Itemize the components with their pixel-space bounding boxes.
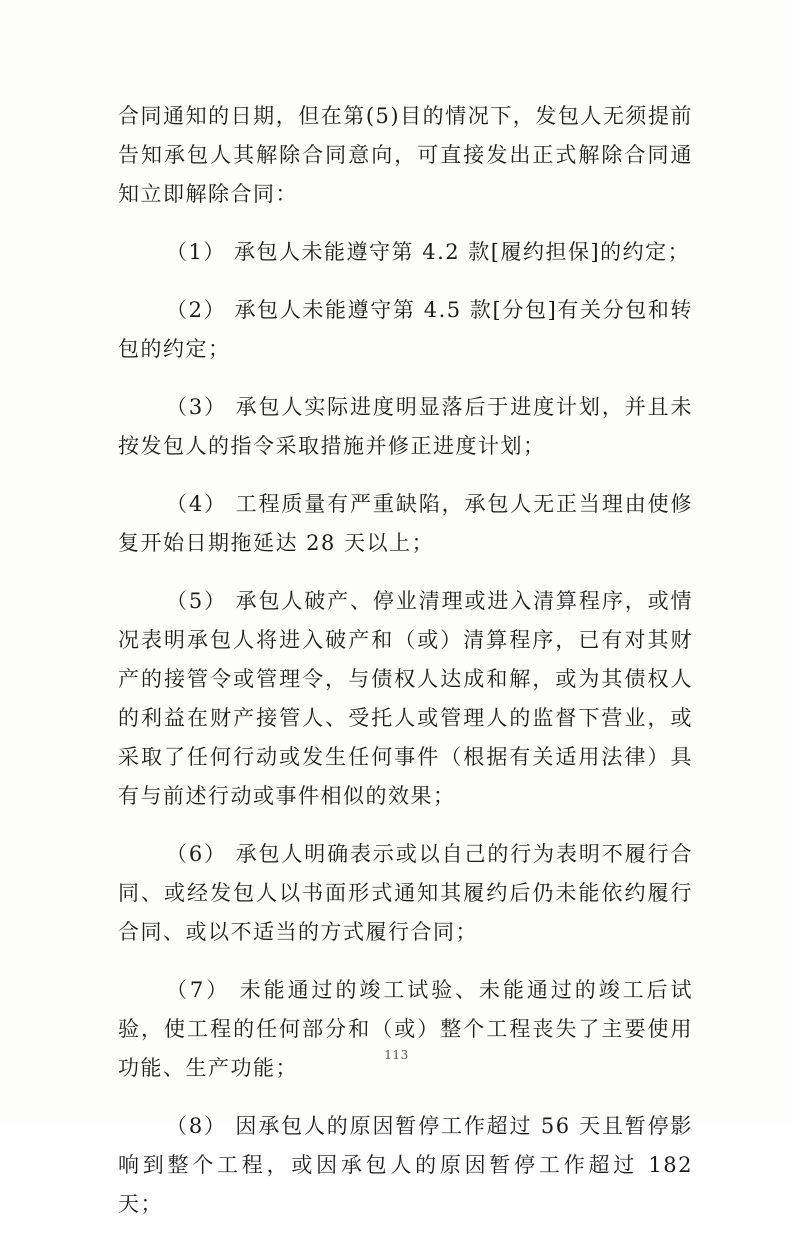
clause-item-6: （6） 承包人明确表示或以自己的行为表明不履行合同、或经发包人以书面形式通知其履约后仍未能依约履行合同、或以不适当的方式履行合同； bbox=[118, 842, 693, 944]
paragraph-continuation: 合同通知的日期，但在第(5)目的情况下，发包人无须提前告知承包人其解除合同意向，可直接发出正式解除合同通知立即解除合同： bbox=[118, 104, 693, 206]
clause-item-3: （3） 承包人实际进度明显落后于进度计划，并且未按发包人的指令采取措施并修正进度计划； bbox=[118, 395, 693, 458]
page-number: 113 bbox=[384, 1048, 409, 1062]
clause-item-7: （7） 未能通过的竣工试验、未能通过的竣工后试验，使工程的任何部分和（或）整个工程丧失了主要使用功能、生产功能； bbox=[118, 978, 693, 1080]
clause-item-8: （8） 因承包人的原因暂停工作超过 56 天且暂停影响到整个工程，或因承包人的原因暂停工作超过 182 天； bbox=[118, 1114, 693, 1216]
scan-speck bbox=[4, 700, 10, 710]
body-text bbox=[118, 97, 693, 1243]
clause-item-2: （2） 承包人未能遵守第 4.5 款[分包]有关分包和转包的约定； bbox=[118, 298, 693, 361]
clause-item-4: （4） 工程质量有严重缺陷，承包人无正当理由使修复开始日期拖延达 28 天以上； bbox=[118, 492, 693, 555]
scan-speck bbox=[4, 395, 10, 405]
clause-item-5: （5） 承包人破产、停业清理或进入清算程序，或情况表明承包人将进入破产和（或）清算程序，已有对其财产的接管令或管理令，与债权人达成和解，或为其债权人的利益在财产接管人、受托人或管理人的监督下营业，或采取了任何行动或发生任何事件（根据有关适用法律）具有与前述行动或事件相似的效果； bbox=[118, 589, 693, 808]
clause-item-1: （1） 承包人未能遵守第 4.2 款[履约担保]的约定； bbox=[166, 240, 691, 264]
